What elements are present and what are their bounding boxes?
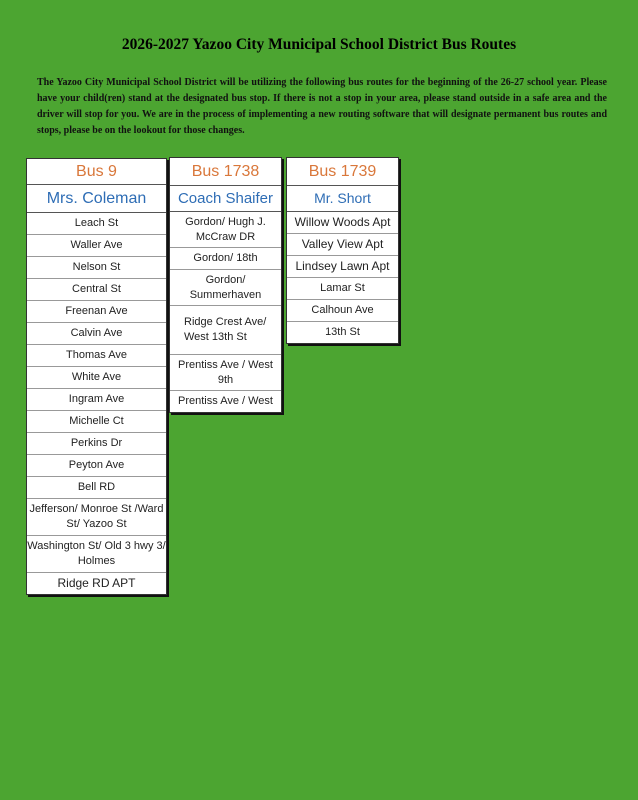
stop-item: Valley View Apt <box>287 234 398 256</box>
stop-item: Thomas Ave <box>27 345 166 367</box>
bus-name: Bus 9 <box>27 159 166 185</box>
stop-item: Washington St/ Old 3 hwy 3/ Holmes <box>27 536 166 573</box>
stop-item: Ridge RD APT <box>57 576 136 590</box>
bus-driver: Mrs. Coleman <box>27 185 166 213</box>
stop-item: Calhoun Ave <box>287 300 398 322</box>
stop-item: White Ave <box>27 367 166 389</box>
stop-item: Leach St <box>27 213 166 235</box>
stop-item: Jefferson/ Monroe St /Ward St/ Yazoo St <box>27 499 166 536</box>
stop-list <box>287 212 398 343</box>
bus-name: Bus 1738 <box>170 158 281 186</box>
intro-paragraph: The Yazoo City Municipal School District will be utilizing the following bus routes for the beginning of the 26-27 school year. Please have your child(ren) stand at the designated bus stop. If there is not a stop in your area, please stand outside in a safe area and the driver will stop for you. We are in the process of implementing a new routing software that will designate permanent bus routes and stops, please be on the lookout for those changes. <box>37 77 607 136</box>
stop-item: Michelle Ct <box>27 411 166 433</box>
stop-item: Willow Woods Apt <box>287 212 398 234</box>
stop-item: Perkins Dr <box>27 433 166 455</box>
stop-item: Gordon/ Summerhaven <box>170 270 281 306</box>
stop-item: 13th St <box>325 326 360 338</box>
stop-list <box>170 212 281 412</box>
stop-item: Peyton Ave <box>27 455 166 477</box>
stop-item: Nelson St <box>27 257 166 279</box>
stop-item: Freenan Ave <box>27 301 166 323</box>
bus-driver: Coach Shaifer <box>170 186 281 212</box>
page-title: 2026-2027 Yazoo City Municipal School District Bus Routes <box>121 36 517 53</box>
stop-list <box>27 213 166 594</box>
stop-item: Calvin Ave <box>27 323 166 345</box>
stop-item: Bell RD <box>27 477 166 499</box>
bus-route-card-bus-1738 <box>169 157 282 413</box>
stop-item: Waller Ave <box>27 235 166 257</box>
stop-item: Prentiss Ave / West <box>178 395 273 407</box>
stop-item: Prentiss Ave / West 9th <box>170 355 281 391</box>
stop-item: Gordon/ 18th <box>170 248 281 270</box>
stop-item: Central St <box>27 279 166 301</box>
stop-item: Lindsey Lawn Apt <box>287 256 398 278</box>
bus-driver: Mr. Short <box>287 186 398 212</box>
stop-item: Gordon/ Hugh J. McCraw DR <box>170 212 281 248</box>
stop-item: Ridge Crest Ave/ West 13th St <box>170 306 281 355</box>
bus-route-card-bus-9 <box>26 158 167 595</box>
stop-item: Lamar St <box>287 278 398 300</box>
bus-route-card-bus-1739 <box>286 157 399 344</box>
stop-item: Ingram Ave <box>27 389 166 411</box>
bus-name: Bus 1739 <box>287 158 398 186</box>
